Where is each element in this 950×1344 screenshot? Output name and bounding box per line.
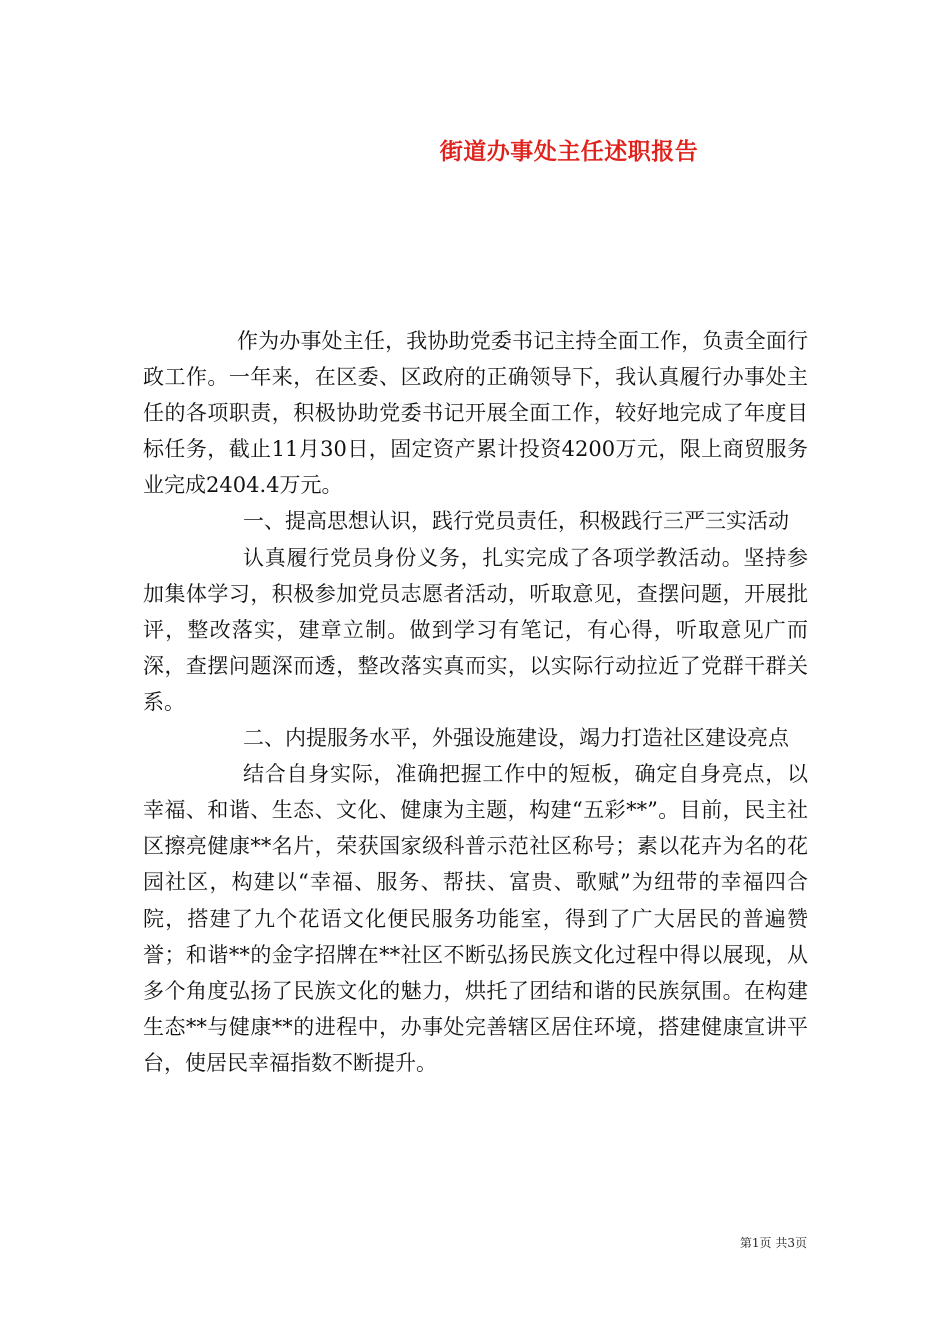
section-heading-2: 二、内提服务水平，外强设施建设，竭力打造社区建设亮点 bbox=[243, 726, 789, 751]
document-title: 街道办事处主任述职报告 bbox=[439, 138, 699, 165]
paragraph-section-2: 结合自身实际，准确把握工作中的短板，确定自身亮点，以幸福、和谐、生态、文化、健康为主题，构建“五彩**”。目前，民主社区擦亮健康**名片，荣获国家级科普示范社区称号；素以花卉为名的花园社区，构建以“幸福、服务、帮扶、富贵、歌赋”为纽带的幸福四合院，搭建了九个花语文化便民服务功能室，得到了广大居民的普遍赞誉；和谐**的金字招牌在**社区不断弘扬民族文化过程中得以展现，从多个角度弘扬了民族文化的魅力，烘托了团结和谐的民族氛围。在构建生态**与健康**的进程中，办事处完善辖区居住环境，搭建健康宣讲平台，使居民幸福指数不断提升。 bbox=[143, 762, 808, 1075]
paragraph-intro: 作为办事处主任，我协助党委书记主持全面工作，负责全面行政工作。一年来，在区委、区政府的正确领导下，我认真履行办事处主任的各项职责，积极协助党委书记开展全面工作，较好地完成了年度目标任务，截止11月30日，固定资产累计投资4200万元，限上商贸服务业完成2404.4万元。 bbox=[143, 329, 808, 498]
document-body bbox=[143, 323, 808, 1081]
paragraph-section-1: 认真履行党员身份义务，扎实完成了各项学教活动。坚持参加集体学习，积极参加党员志愿者活动，听取意见，查摆问题，开展批评，整改落实，建章立制。做到学习有笔记，有心得，听取意见广而深，查摆问题深而透，整改落实真而实，以实际行动拉近了党群干群关系。 bbox=[143, 545, 808, 714]
section-heading-1: 一、提高思想认识，践行党员责任，积极践行三严三实活动 bbox=[243, 509, 789, 534]
page-number-footer: 第1页 共3页 bbox=[739, 1236, 807, 1250]
